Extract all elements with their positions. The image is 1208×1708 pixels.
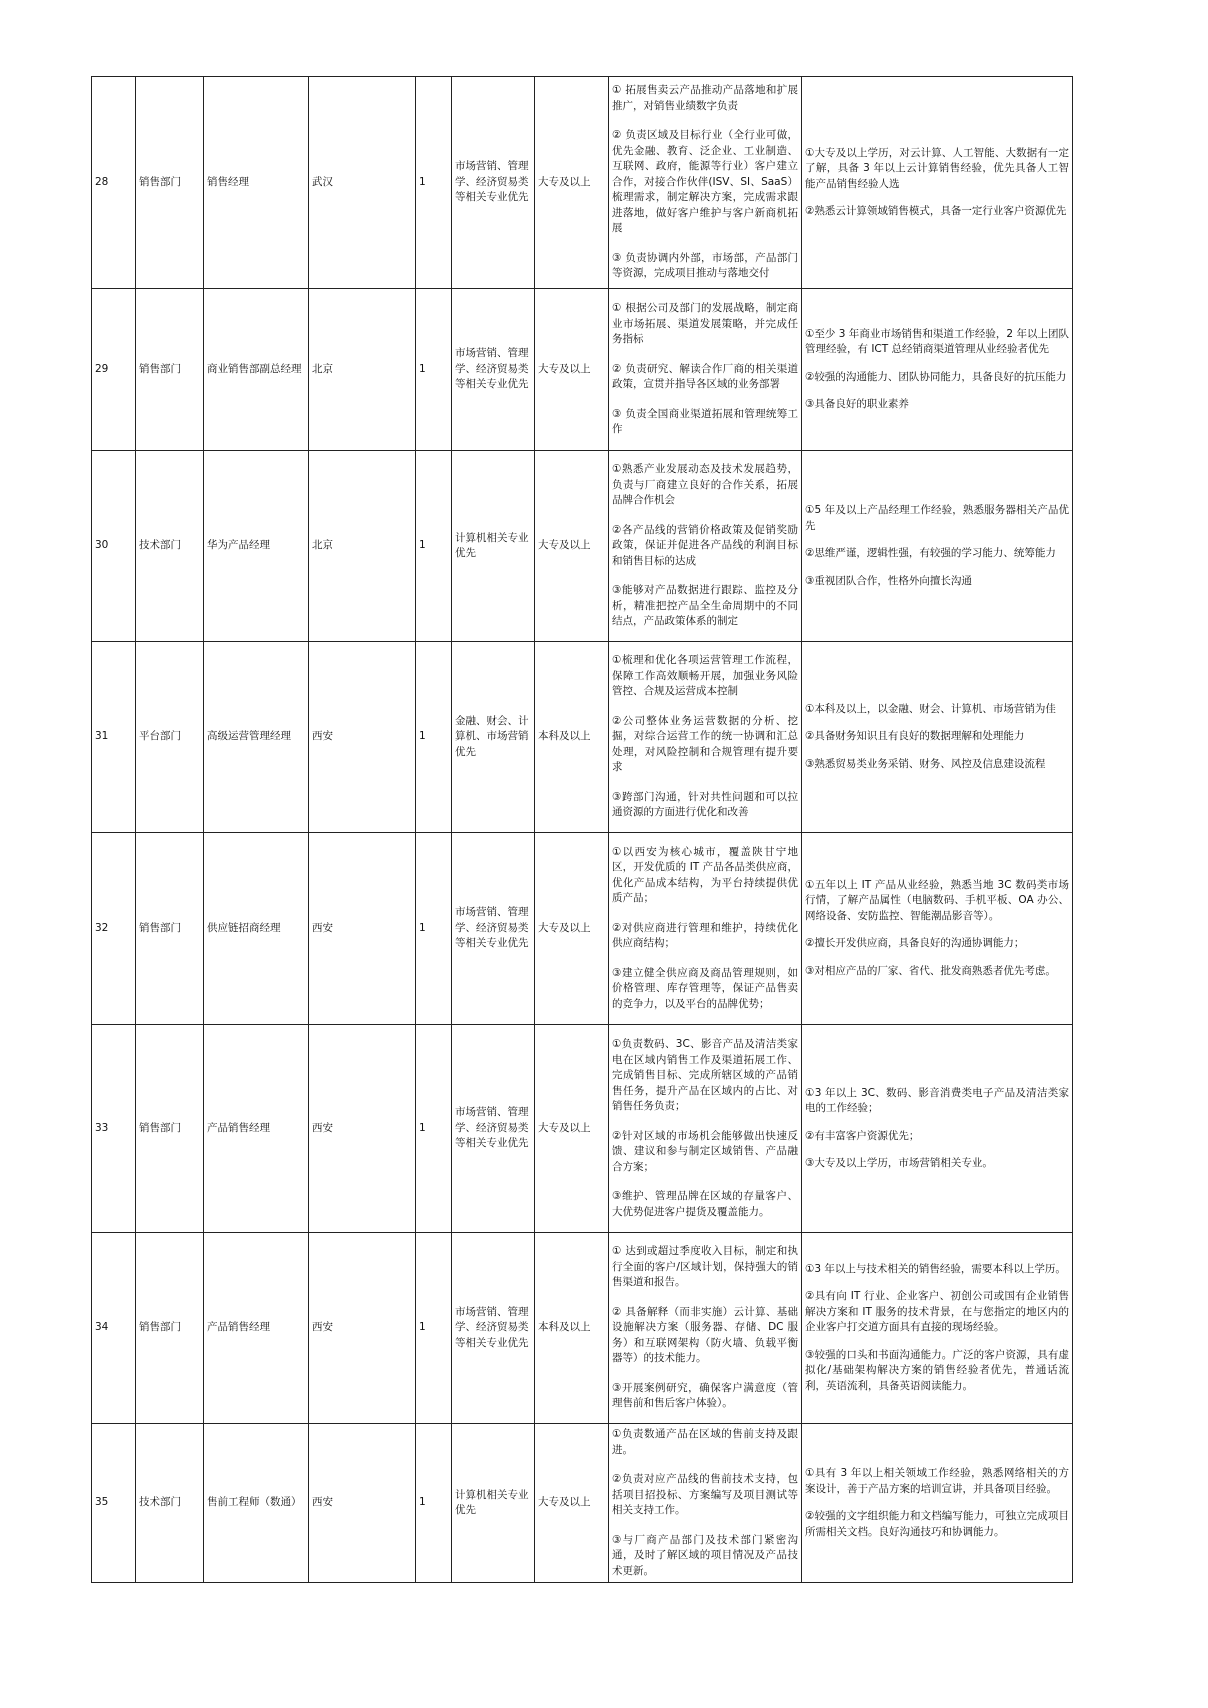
requirements-cell <box>802 1025 1073 1233</box>
table-row <box>92 451 1073 642</box>
duties-cell <box>609 1025 802 1233</box>
duty-item: ①负责数码、3C、影音产品及清洁类家电在区域内销售工作及渠道拓展工作、完成销售目标、完成所辖区域的产品销售任务，提升产品在区域内的占比、对销售任务负责； <box>612 1038 798 1112</box>
city-cell: 北京 <box>309 451 416 642</box>
row-number: 29 <box>92 289 136 451</box>
duty-item: ③维护、管理品牌在区域的存量客户、大优势促进客户提货及覆盖能力。 <box>612 1190 798 1218</box>
education-cell: 本科及以上 <box>535 642 609 833</box>
requirements-cell <box>802 642 1073 833</box>
requirement-item: ②擅长开发供应商，具备良好的沟通协调能力； <box>805 937 1025 950</box>
major-cell: 计算机相关专业优先 <box>452 1424 535 1583</box>
requirement-item: ③较强的口头和书面沟通能力。广泛的客户资源，具有虚拟化/基础架构解决方案的销售经验者优先，普通话流利，英语流利，具备英语阅读能力。 <box>805 1348 1069 1392</box>
duties-cell <box>609 642 802 833</box>
department-cell: 销售部门 <box>136 1233 204 1424</box>
row-number: 32 <box>92 833 136 1025</box>
requirement-item: ②较强的文字组织能力和文档编写能力，可独立完成项目所需相关文档。良好沟通技巧和协调能力。 <box>805 1510 1069 1538</box>
duty-item: ③ 负责全国商业渠道拓展和管理统筹工作 <box>612 407 798 436</box>
duty-item: ① 拓展售卖云产品推动产品落地和扩展推广，对销售业绩数字负责 <box>612 84 798 112</box>
job-title-cell: 华为产品经理 <box>204 451 309 642</box>
headcount-cell: 1 <box>416 289 452 451</box>
requirements-cell <box>802 833 1073 1025</box>
requirement-item: ②较强的沟通能力、团队协同能力，具备良好的抗压能力 <box>805 370 1067 383</box>
requirements-cell <box>802 77 1073 289</box>
education-cell: 大专及以上 <box>535 77 609 289</box>
table-row <box>92 833 1073 1025</box>
requirement-item: ③大专及以上学历，市场营销相关专业。 <box>805 1157 993 1169</box>
duty-item: ②公司整体业务运营数据的分析、挖掘，对综合运营工作的统一协调和汇总处理，对风险控制和合规管理有提升要求 <box>612 714 798 774</box>
requirement-item: ②有丰富客户资源优先； <box>805 1129 920 1142</box>
requirement-item: ②思维严谨，逻辑性强，有较强的学习能力、统筹能力 <box>805 547 1056 559</box>
duty-item: ③ 负责协调内外部，市场部，产品部门等资源，完成项目推动与落地交付 <box>612 251 798 280</box>
city-cell: 西安 <box>309 833 416 1025</box>
major-cell: 市场营销、管理学、经济贸易类等相关专业优先 <box>452 1025 535 1233</box>
duties-cell <box>609 289 802 451</box>
headcount-cell: 1 <box>416 451 452 642</box>
duty-item: ①熟悉产业发展动态及技术发展趋势，负责与厂商建立良好的合作关系，拓展品牌合作机会 <box>612 463 798 507</box>
duty-item: ①负责数通产品在区域的售前支持及跟进。 <box>612 1428 798 1456</box>
row-number: 35 <box>92 1424 136 1583</box>
requirement-item: ③熟悉贸易类业务采销、财务、风控及信息建设流程 <box>805 757 1046 770</box>
row-number: 28 <box>92 77 136 289</box>
job-title-cell: 产品销售经理 <box>204 1025 309 1233</box>
major-cell: 金融、财会、计算机、市场营销优先 <box>452 642 535 833</box>
duties-cell <box>609 833 802 1025</box>
major-cell: 市场营销、管理学、经济贸易类等相关专业优先 <box>452 289 535 451</box>
city-cell: 西安 <box>309 642 416 833</box>
major-cell: 市场营销、管理学、经济贸易类等相关专业优先 <box>452 77 535 289</box>
major-cell: 市场营销、管理学、经济贸易类等相关专业优先 <box>452 1233 535 1424</box>
headcount-cell: 1 <box>416 77 452 289</box>
row-number: 31 <box>92 642 136 833</box>
duties-cell <box>609 451 802 642</box>
requirement-item: ①本科及以上，以金融、财会、计算机、市场营销为佳 <box>805 702 1056 715</box>
education-cell: 大专及以上 <box>535 833 609 1025</box>
major-cell: 市场营销、管理学、经济贸易类等相关专业优先 <box>452 833 535 1025</box>
job-title-cell: 商业销售部副总经理 <box>204 289 309 451</box>
duties-cell <box>609 77 802 289</box>
table-row <box>92 1025 1073 1233</box>
row-number: 34 <box>92 1233 136 1424</box>
row-number: 30 <box>92 451 136 642</box>
department-cell: 技术部门 <box>136 451 204 642</box>
requirements-cell <box>802 289 1073 451</box>
headcount-cell: 1 <box>416 1424 452 1583</box>
duty-item: ②负责对应产品线的售前技术支持，包括项目招投标、方案编写及项目测试等相关支持工作。 <box>612 1473 798 1516</box>
requirements-cell <box>802 1233 1073 1424</box>
education-cell: 大专及以上 <box>535 451 609 642</box>
duty-item: ②对供应商进行管理和维护，持续优化供应商结构； <box>612 921 798 950</box>
duty-item: ① 根据公司及部门的发展战略，制定商业市场拓展、渠道发展策略，并完成任务指标 <box>612 302 798 346</box>
city-cell: 西安 <box>309 1025 416 1233</box>
duty-item: ③与厂商产品部门及技术部门紧密沟通，及时了解区域的项目情况及产品技术更新。 <box>612 1533 798 1577</box>
department-cell: 技术部门 <box>136 1424 204 1583</box>
requirement-item: ①大专及以上学历，对云计算、人工智能、大数据有一定了解，具备 3 年以上云计算销售经验，优先具备人工智能产品销售经验人选 <box>805 146 1069 190</box>
duty-item: ③跨部门沟通，针对共性问题和可以拉通资源的方面进行优化和改善 <box>612 790 798 819</box>
requirement-item: ③重视团队合作，性格外向擅长沟通 <box>805 574 972 587</box>
table-row <box>92 1424 1073 1583</box>
table-row <box>92 642 1073 833</box>
headcount-cell: 1 <box>416 642 452 833</box>
requirement-item: ①至少 3 年商业市场销售和渠道工作经验，2 年以上团队管理经验，有 ICT 总经销商渠道管理从业经验者优先 <box>805 327 1069 355</box>
table-row <box>92 1233 1073 1424</box>
duty-item: ② 负责研究、解读合作厂商的相关渠道政策，宣贯并指导各区域的业务部署 <box>612 362 798 391</box>
duties-cell <box>609 1424 802 1583</box>
duty-item: ③能够对产品数据进行跟踪、监控及分析，精准把控产品全生命周期中的不同结点，产品政策体系的制定 <box>612 584 798 628</box>
table-row <box>92 77 1073 289</box>
education-cell: 大专及以上 <box>535 1025 609 1233</box>
duty-item: ①梳理和优化各项运营管理工作流程，保障工作高效顺畅开展，加强业务风险管控、合规及运营成本控制 <box>612 654 798 698</box>
requirement-item: ②具备财务知识且有良好的数据理解和处理能力 <box>805 730 1025 743</box>
requirement-item: ①3 年以上 3C、数码、影音消费类电子产品及清洁类家电的工作经验； <box>805 1086 1069 1114</box>
city-cell: 西安 <box>309 1424 416 1583</box>
duty-item: ② 具备解释（而非实施）云计算、基础设施解决方案（服务器、存储、DC 服务）和互联网架构（防火墙、负载平衡器等）的技术能力。 <box>612 1305 798 1365</box>
duty-item: ② 负责区域及目标行业（全行业可做，优先金融、教育、泛企业、工业制造、互联网、政府，能源等行业）客户建立合作，对接合作伙伴(ISV、SI、SaaS）梳理需求，制定解决方案，完成需求跟进落地，做好客户维护与客户新商机拓展 <box>612 129 798 235</box>
department-cell: 销售部门 <box>136 1025 204 1233</box>
requirements-cell <box>802 451 1073 642</box>
job-title-cell: 高级运营管理经理 <box>204 642 309 833</box>
headcount-cell: 1 <box>416 1233 452 1424</box>
requirement-item: ③对相应产品的厂家、省代、批发商熟悉者优先考虑。 <box>805 964 1056 977</box>
duty-item: ②各产品线的营销价格政策及促销奖励政策，保证并促进各产品线的利润目标和销售目标的达成 <box>612 523 798 567</box>
city-cell: 武汉 <box>309 77 416 289</box>
duty-item: ③建立健全供应商及商品管理规则，如价格管理、库存管理等，保证产品售卖的竞争力，以及平台的品牌优势； <box>612 966 798 1010</box>
department-cell: 销售部门 <box>136 289 204 451</box>
city-cell: 北京 <box>309 289 416 451</box>
requirement-item: ③具备良好的职业素养 <box>805 398 909 410</box>
duty-item: ③开展案例研究，确保客户满意度（管理售前和售后客户体验）。 <box>612 1381 798 1410</box>
job-listing-table <box>91 76 1073 1583</box>
requirement-item: ②熟悉云计算领域销售模式，具备一定行业客户资源优先 <box>805 205 1067 217</box>
duties-cell <box>609 1233 802 1424</box>
department-cell: 销售部门 <box>136 77 204 289</box>
duty-item: ①以西安为核心城市，覆盖陕甘宁地区，开发优质的 IT 产品各品类供应商，优化产品成本结构，为平台持续提供优质产品； <box>612 845 798 905</box>
requirement-item: ①具有 3 年以上相关领域工作经验，熟悉网络相关的方案设计，善于产品方案的培训宣讲，并具备项目经验。 <box>805 1467 1069 1495</box>
requirement-item: ①3 年以上与技术相关的销售经验，需要本科以上学历。 <box>805 1262 1066 1275</box>
education-cell: 本科及以上 <box>535 1233 609 1424</box>
row-number: 33 <box>92 1025 136 1233</box>
job-title-cell: 售前工程师（数通） <box>204 1424 309 1583</box>
duty-item: ②针对区域的市场机会能够做出快速反馈、建议和参与制定区域销售、产品融合方案； <box>612 1129 798 1173</box>
job-title-cell: 产品销售经理 <box>204 1233 309 1424</box>
headcount-cell: 1 <box>416 1025 452 1233</box>
job-title-cell: 供应链招商经理 <box>204 833 309 1025</box>
department-cell: 销售部门 <box>136 833 204 1025</box>
duty-item: ① 达到或超过季度收入目标，制定和执行全面的客户/区域计划，保持强大的销售渠道和报告。 <box>612 1245 798 1289</box>
department-cell: 平台部门 <box>136 642 204 833</box>
job-title-cell: 销售经理 <box>204 77 309 289</box>
education-cell: 大专及以上 <box>535 289 609 451</box>
requirements-cell <box>802 1424 1073 1583</box>
requirement-item: ①五年以上 IT 产品从业经验，熟悉当地 3C 数码类市场行情，了解产品属性（电脑数码、手机平板、OA 办公、网络设备、安防监控、智能潮品影音等）。 <box>805 878 1069 922</box>
major-cell: 计算机相关专业优先 <box>452 451 535 642</box>
requirement-item: ①5 年及以上产品经理工作经验，熟悉服务器相关产品优先 <box>805 504 1069 532</box>
city-cell: 西安 <box>309 1233 416 1424</box>
education-cell: 大专及以上 <box>535 1424 609 1583</box>
requirement-item: ②具有向 IT 行业、企业客户、初创公司或国有企业销售解决方案和 IT 服务的技术背景，在与您指定的地区内的企业客户打交道方面具有直接的现场经验。 <box>805 1290 1069 1334</box>
headcount-cell: 1 <box>416 833 452 1025</box>
table-row <box>92 289 1073 451</box>
